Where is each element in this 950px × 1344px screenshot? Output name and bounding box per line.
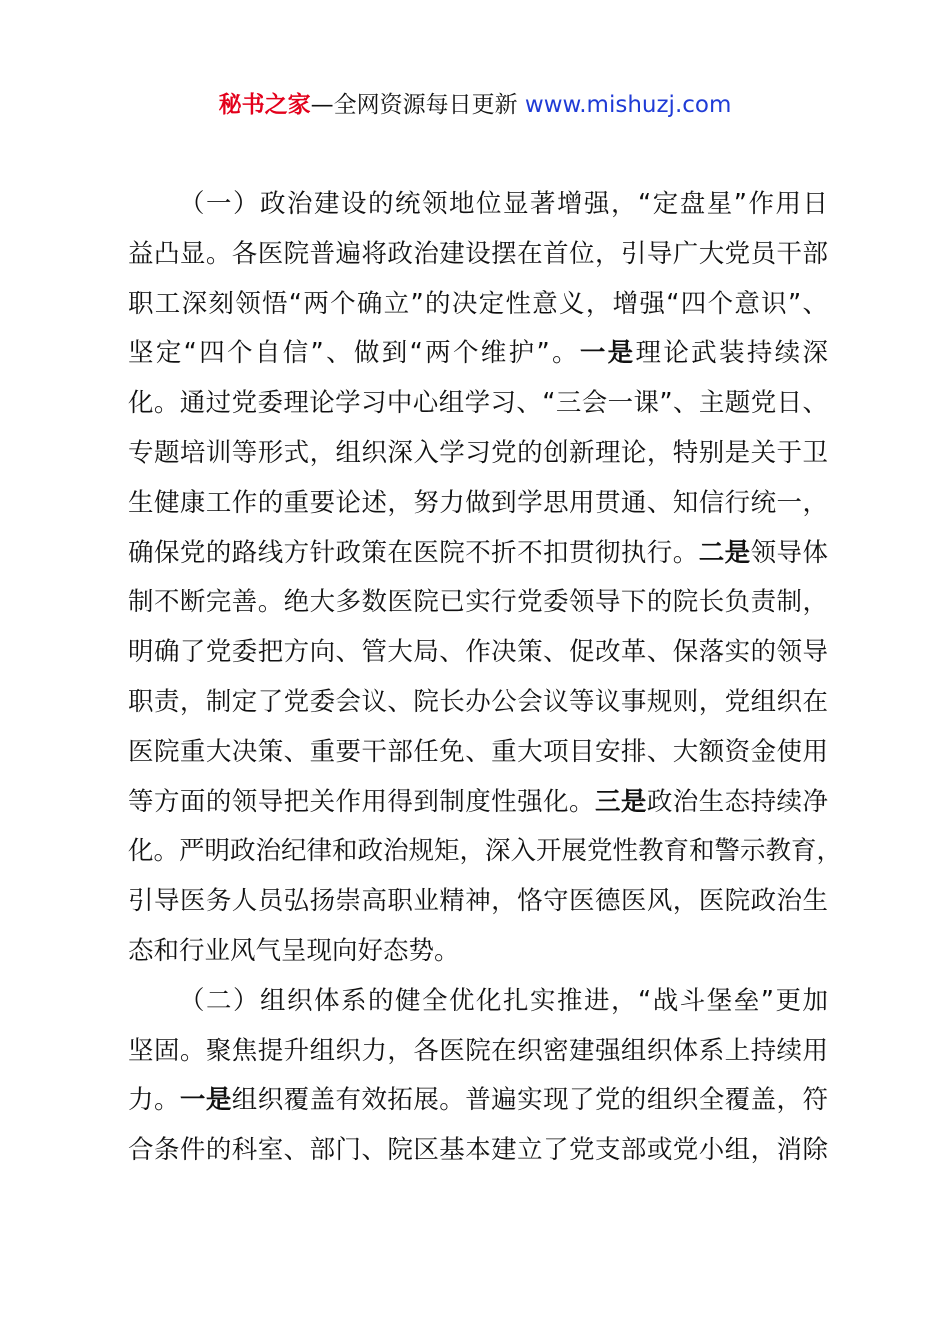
paragraph-1-line: 坚定“四个自信”、做到“两个维护”。一是理论武装持续深 xyxy=(128,338,828,369)
point-one-marker: 一是 xyxy=(579,338,636,369)
paragraph-1-line: 引导医务人员弘扬崇高职业精神，恪守医德医风，医院政治生 xyxy=(128,886,828,917)
document-body xyxy=(128,180,843,1176)
page-header xyxy=(0,88,950,122)
paragraph-1-line: （一）政治建设的统领地位显著增强，“定盘星”作用日 xyxy=(179,189,828,219)
paragraph-1-line: 确保党的路线方针政策在医院不折不扣贯彻执行。二是领导体 xyxy=(128,537,828,568)
paragraph-2-line: 力。一是组织覆盖有效拓展。普遍实现了党的组织全覆盖，符 xyxy=(128,1085,828,1116)
point-two-marker: 二是 xyxy=(698,537,751,568)
brand-name: 秘书之家 xyxy=(218,92,311,118)
paragraph-2-line: （二）组织体系的健全优化扎实推进，“战斗堡垒”更加 xyxy=(179,985,828,1016)
paragraph-1-line: 明确了党委把方向、管大局、作决策、促改革、保落实的领导 xyxy=(128,637,828,668)
paragraph-2-line: 合条件的科室、部门、院区基本建立了党支部或党小组，消除 xyxy=(128,1135,828,1166)
paragraph-1-line: 制不断完善。绝大多数医院已实行党委领导下的院长负责制， xyxy=(128,587,828,618)
site-url-link[interactable]: www.mishuzj.com xyxy=(524,92,732,118)
header-tagline: —全网资源每日更新 xyxy=(310,92,525,118)
point-three-marker: 三是 xyxy=(594,786,647,817)
paragraph-1-line: 专题培训等形式，组织深入学习党的创新理论，特别是关于卫 xyxy=(128,437,828,468)
paragraph-1-line: 态和行业风气呈现向好态势。 xyxy=(128,935,460,966)
paragraph-1-line: 职责，制定了党委会议、院长办公会议等议事规则，党组织在 xyxy=(128,686,828,717)
paragraph-2-line: 坚固。聚焦提升组织力，各医院在织密建强组织体系上持续用 xyxy=(128,1035,828,1066)
paragraph-1-line: 医院重大决策、重要干部任免、重大项目安排、大额资金使用 xyxy=(128,736,828,767)
paragraph-1-line: 化。通过党委理论学习中心组学习、“三会一课”、主题党日、 xyxy=(128,388,828,419)
paragraph-1-line: 化。严明政治纪律和政治规矩，深入开展党性教育和警示教育， xyxy=(128,836,843,867)
point-one-marker: 一是 xyxy=(179,1085,232,1116)
paragraph-1-line: 职工深刻领悟“两个确立”的决定性意义，增强“四个意识”、 xyxy=(128,288,828,319)
paragraph-1-line: 生健康工作的重要论述，努力做到学思用贯通、知信行统一， xyxy=(128,487,828,518)
paragraph-1-line: 等方面的领导把关作用得到制度性强化。三是政治生态持续净 xyxy=(128,786,828,817)
paragraph-1-line: 益凸显。各医院普遍将政治建设摆在首位，引导广大党员干部 xyxy=(128,238,828,269)
